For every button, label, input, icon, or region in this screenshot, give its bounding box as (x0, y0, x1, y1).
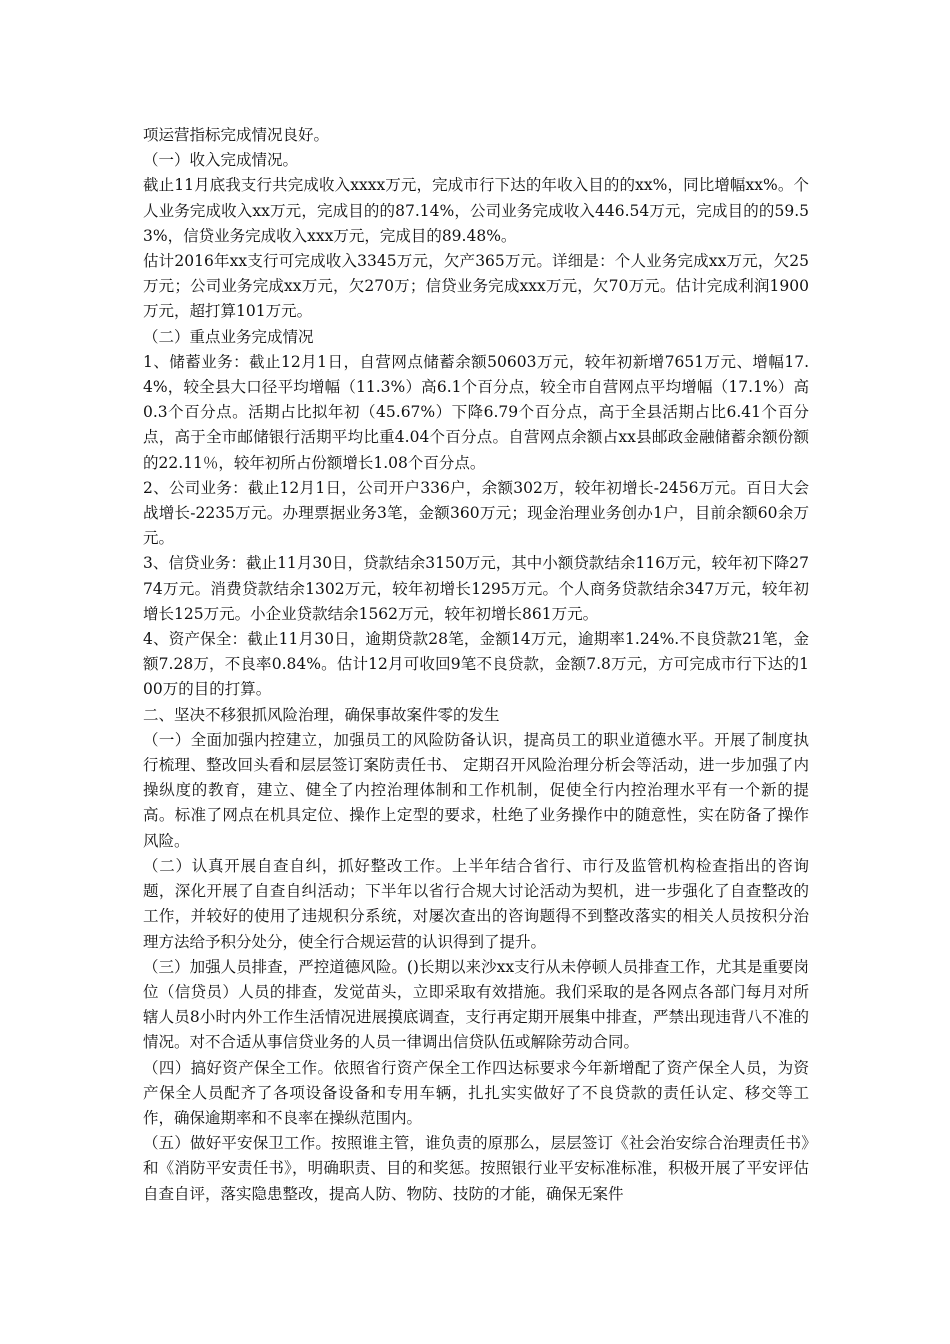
paragraph: 2、公司业务：截止12月1日，公司开户336户，余额302万，较年初增长-2456万元。百日大会战增长-2235万元。办理票据业务3笔，金额360万元；现金治理业务创办1户，目前余额60余万元。 (143, 478, 809, 548)
section-heading: （一）收入完成情况。 (143, 151, 299, 170)
paragraph: 4、资产保全：截止11月30日，逾期贷款28笔，金额14万元，逾期率1.24%.不良贷款21笔，金额7.28万，不良率0.84%。估计12月可收回9笔不良贷款，金额7.8万元，方可完成市行下达的100万的目的打算。 (143, 630, 809, 699)
paragraph: （三）加强人员排查，严控道德风险。()长期以来沙xx支行从未停顿人员排查工作，尤其是重要岗位（信贷员）人员的排查，发觉苗头，立即采取有效措施。我们采取的是各网点各部门每月对所辖人员8小时内外工作生活情况进展摸底调查，支行再定期开展集中排查，严禁出现违背八不准的情况。对不合适从事信贷业务的人员一律调出信贷队伍或解除劳动合同。 (143, 957, 809, 1052)
section-heading: 二、坚决不移狠抓风险治理，确保事故案件零的发生 (143, 705, 500, 724)
section-heading: （二）重点业务完成情况 (143, 327, 314, 346)
paragraph: 估计2016年xx支行可完成收入3345万元，欠产365万元。详细是：个人业务完成xx万元，欠25万元；公司业务完成xx万元，欠270万；信贷业务完成xxx万元，欠70万元。估计完成利润1900万元，超打算101万元。 (143, 252, 809, 321)
paragraph: （二）认真开展自查自纠，抓好整改工作。上半年结合省行、市行及监管机构检查指出的咨询题，深化开展了自查自纠活动；下半年以省行合规大讨论活动为契机，进一步强化了自查整改的工作，并较好的使用了违规积分系统，对屡次查出的咨询题得不到整改落实的相关人员按积分治理方法给予积分处分，使全行合规运营的认识得到了提升。 (143, 856, 809, 951)
paragraph: （四）搞好资产保全工作。依照省行资产保全工作四达标要求今年新增配了资产保全人员，为资产保全人员配齐了各项设备设备和专用车辆，扎扎实实做好了不良贷款的责任认定、移交等工作，确保逾期率和不良率在操纵范围内。 (143, 1058, 809, 1127)
paragraph: （五）做好平安保卫工作。按照谁主管，谁负责的原那么，层层签订《社会治安综合治理责任书》和《消防平安责任书》，明确职责、目的和奖惩。按照银行业平安标准标准，积极开展了平安评估自查自评，落实隐患整改，提高人防、物防、技防的才能，确保无案件 (143, 1134, 809, 1203)
paragraph: 1、储蓄业务：截止12月1日，自营网点储蓄余额50603万元，较年初新增7651万元、增幅17.4%，较全县大口径平均增幅（11.3%）高6.1个百分点，较全市自营网点平均增幅（17.1%）高0.3个百分点。活期占比拟年初（45.67%）下降6.79个百分点，高于全县活期占比6.41个百分点，高于全市邮储银行活期平均比重4.04个百分点。自营网点余额占xx县邮政金融储蓄余额份额的22.11％，较年初所占份额增长1.08个百分点。 (143, 352, 809, 472)
paragraph: 截止11月底我支行共完成收入xxxx万元，完成市行下达的年收入目的的xx%，同比增幅xx%。个人业务完成收入xx万元，完成目的的87.14%，公司业务完成收入446.54万元，完成目的的59.53%，信贷业务完成收入xxx万元，完成目的89.48%。 (143, 176, 809, 245)
document-body (143, 123, 809, 1207)
paragraph: 项运营指标完成情况良好。 (143, 126, 330, 144)
paragraph: 3、信贷业务：截止11月30日，贷款结余3150万元，其中小额贷款结余116万元，较年初下降2774万元。消费贷款结余1302万元，较年初增长1295万元。个人商务贷款结余347万元，较年初增长125万元。小企业贷款结余1562万元，较年初增长861万元。 (143, 554, 809, 623)
paragraph: （一）全面加强内控建立，加强员工的风险防备认识，提高员工的职业道德水平。开展了制度执行梳理、整改回头看和层层签订案防责任书、 定期召开风险治理分析会等活动，进一步加强了内操纵度的教育，建立、健全了内控治理体制和工作机制，促使全行内控治理水平有一个新的提高。标准了网点在机具定位、操作上定型的要求，杜绝了业务操作中的随意性，实在防备了操作风险。 (143, 730, 809, 850)
